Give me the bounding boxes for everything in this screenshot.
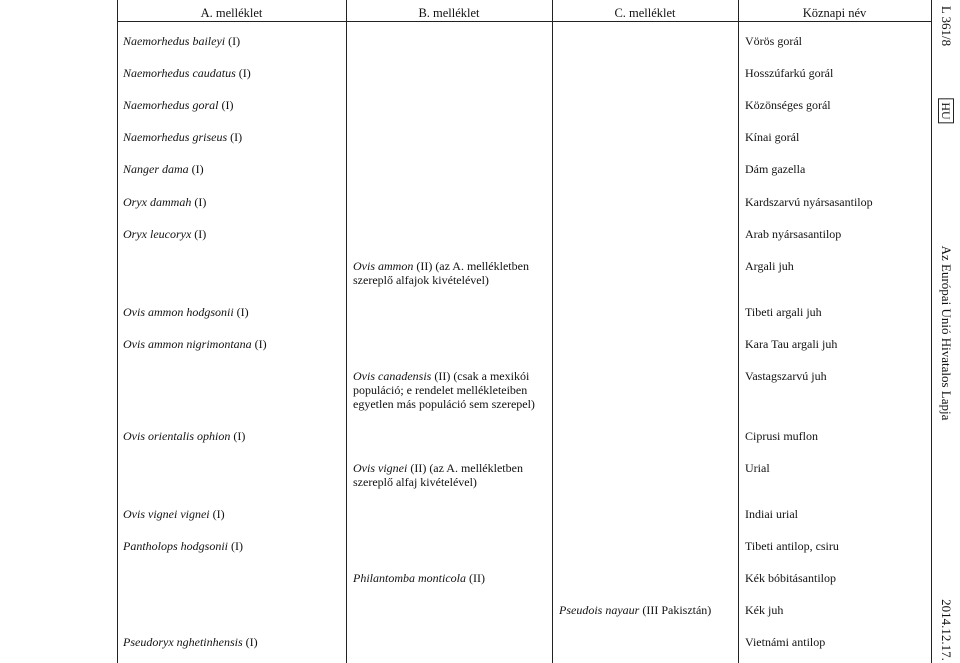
annex-a-entry: Pseudoryx nghetinhensis (I): [123, 635, 258, 649]
header-common-name: Köznapi név: [802, 6, 867, 20]
common-name: Kardszarvú nyársasantilop: [745, 195, 873, 209]
column-divider: [738, 0, 739, 663]
annex-a-entry: Naemorhedus caudatus (I): [123, 66, 251, 80]
annex-a-entry: Naemorhedus griseus (I): [123, 130, 243, 144]
annex-b-entry: Philantomba monticola (II): [353, 571, 485, 585]
page-reference: L 361/8: [939, 5, 954, 47]
common-name: Ciprusi muflon: [745, 429, 819, 443]
annex-a-entry: Oryx leucoryx (I): [123, 227, 207, 241]
annex-a-entry: Oryx dammah (I): [123, 195, 207, 209]
common-name: Arab nyársasantilop: [745, 227, 842, 241]
common-name: Dám gazella: [745, 162, 806, 176]
column-divider: [346, 0, 347, 663]
common-name: Urial: [745, 461, 770, 475]
annex-a-entry: Ovis orientalis ophion (I): [123, 429, 246, 443]
header-annex-a: A. melléklet: [200, 6, 263, 20]
common-name: Argali juh: [745, 259, 794, 273]
annex-a-entry: Nanger dama (I): [123, 162, 204, 176]
table-left-border: [117, 0, 118, 663]
annex-c-entry: Pseudois nayaur (III Pakisztán): [559, 603, 712, 617]
common-name: Vietnámi antilop: [745, 635, 826, 649]
publication-date: 2014.12.17.: [939, 599, 954, 661]
common-name: Hosszúfarkú gorál: [745, 66, 834, 80]
common-name: Tibeti argali juh: [745, 305, 822, 319]
language-code-box: HU: [938, 98, 954, 123]
annex-a-entry: Ovis ammon nigrimontana (I): [123, 337, 267, 351]
annex-a-entry: Naemorhedus goral (I): [123, 98, 234, 112]
common-name: Kék bóbitásantilop: [745, 571, 836, 585]
annex-b-entry: Ovis canadensis (II) (csak a mexikói populáció; e rendelet mellékleteiben egyetlen más populáció sem szerepel): [353, 369, 535, 411]
header-divider: [117, 21, 932, 22]
annex-b-entry: Ovis vignei (II) (az A. mellékletben szereplő alfaj kivételével): [353, 461, 523, 489]
header-annex-b: B. melléklet: [418, 6, 480, 20]
common-name: Kínai gorál: [745, 130, 800, 144]
language-code: [938, 98, 954, 123]
header-annex-c: C. melléklet: [614, 6, 676, 20]
journal-title: Az Európai Unió Hivatalos Lapja: [939, 245, 954, 421]
common-name: Vastagszarvú juh: [745, 369, 827, 383]
column-divider: [552, 0, 553, 663]
common-name: Vörös gorál: [745, 34, 802, 48]
common-name: Tibeti antilop, csiru: [745, 539, 839, 553]
annex-a-entry: Ovis vignei vignei (I): [123, 507, 225, 521]
annex-a-entry: Ovis ammon hodgsonii (I): [123, 305, 249, 319]
annex-a-entry: Pantholops hodgsonii (I): [123, 539, 244, 553]
common-name: Indiai urial: [745, 507, 798, 521]
common-name: Kék juh: [745, 603, 784, 617]
side-running-header: [932, 0, 960, 663]
common-name: Közönséges gorál: [745, 98, 831, 112]
annex-a-entry: Naemorhedus baileyi (I): [123, 34, 241, 48]
annex-b-entry: Ovis ammon (II) (az A. mellékletben szereplő alfajok kivételével): [353, 259, 529, 287]
common-name: Kara Tau argali juh: [745, 337, 838, 351]
annex-table: [117, 0, 932, 663]
